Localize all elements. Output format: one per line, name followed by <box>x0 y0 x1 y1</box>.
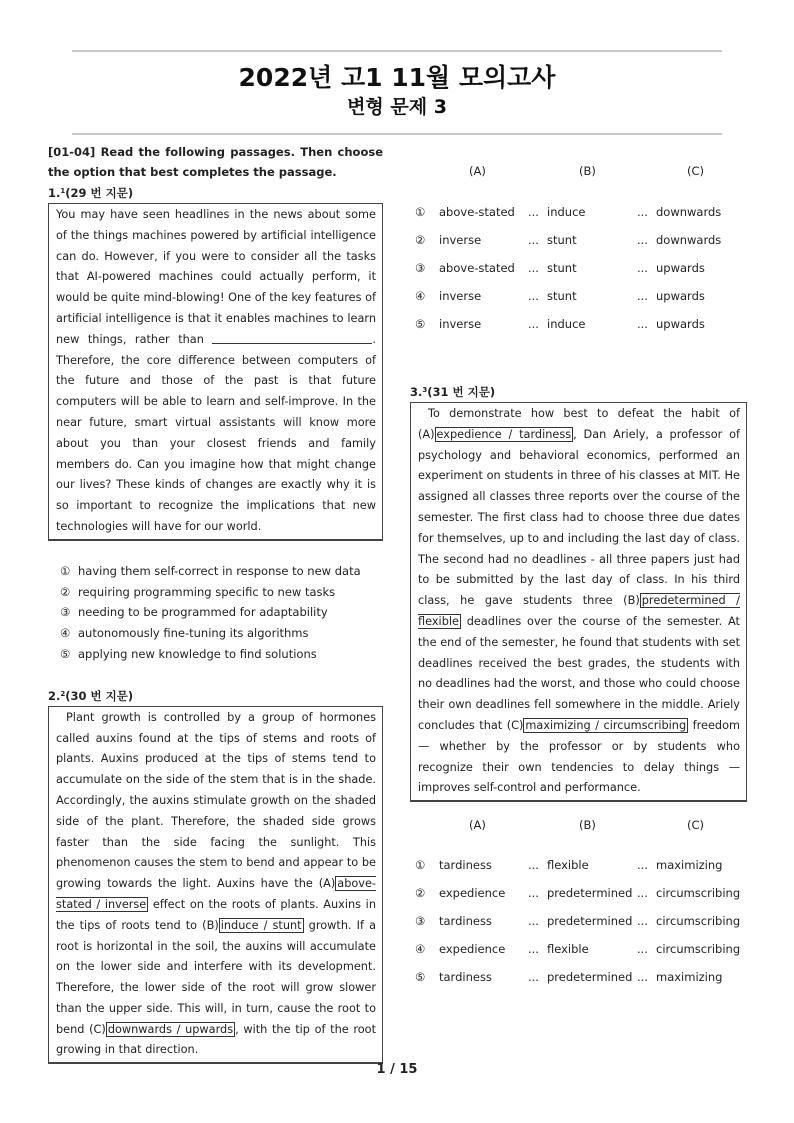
q2-option-row-4[interactable]: ④ inverse ... stunt ... upwards <box>415 289 705 303</box>
question-3-section <box>410 381 747 802</box>
q2-option-row-5[interactable]: ⑤ inverse ... induce ... upwards <box>415 317 705 331</box>
page-title: 2022년 고1 11월 모의고사 <box>238 63 556 92</box>
q3-option-row-3[interactable]: ③ tardiness ... predetermined ... circumscribing <box>415 914 741 928</box>
selection-c: maximizing / circumscribing <box>525 718 687 732</box>
q3-option-row-2[interactable]: ② expedience ... predetermined ... circumscribing <box>415 886 741 900</box>
page-subtitle: 변형 문제 3 <box>347 96 447 118</box>
option-4[interactable]: ④ autonomously fine-tuning its algorithms <box>60 626 309 641</box>
question-3-label: 3.$^3$(31 번 지문) <box>410 385 496 399</box>
q2-option-row-3[interactable]: ③ above-stated ... stunt ... upwards <box>415 261 705 275</box>
question-3-passage: To demonstrate how best to defeat the habit of (A) expedience / tardiness , Dan Ariely, a professor of psychology and behavioral economics, performed an experiment on students in three of his classes at MIT. He assigned all classes three reports over the course of the semester. The first class had to choose three due dates for themselves, up to and including the last day of class. The second had no deadlines - all three papers just had to be submitted by the last day of class. In his third class, he gave students three (B) predetermined / flexible deadlines over the course of the semester. At the end of the semester, he found that students with set deadlines received the best grades, the students with no deadlines had the worst, and those who could choose their own deadlines fell somewhere in the middle. Ariely concludes that (C) maximizing / circumscribing freedom — whether by the professor or by students who recognize their own tendencies to delay things — improves self-control and performance. <box>410 402 747 802</box>
q2-option-row-1[interactable]: ① above-stated ... induce ... downwards <box>415 205 722 219</box>
selection-a: above-stated / inverse <box>56 877 376 911</box>
q3-option-row-4[interactable]: ④ expedience ... flexible ... circumscribing <box>415 942 741 956</box>
selection-b: induce / stunt <box>220 918 302 932</box>
selection-c: downwards / upwards <box>107 1022 234 1036</box>
selection-b: predetermined / flexible <box>418 594 740 628</box>
answer-blank <box>212 332 372 344</box>
top-rule <box>72 50 722 52</box>
left-column <box>48 142 383 1064</box>
selection-a: expedience / tardiness <box>436 427 572 441</box>
option-3[interactable]: ③ needing to be programmed for adaptability <box>60 605 328 620</box>
q2-option-row-2[interactable]: ② inverse ... stunt ... downwards <box>415 233 722 247</box>
page-number: 1 / 15 <box>376 1062 418 1077</box>
q3-option-row-1[interactable]: ① tardiness ... flexible ... maximizing <box>415 858 723 872</box>
option-2[interactable]: ② requiring programming specific to new tasks <box>60 584 336 599</box>
question-1-options <box>48 561 383 665</box>
question-1-passage: You may have seen headlines in the news about some of the things machines powered by artificial intelligence can do. However, if you were to consider all the tasks that AI-powered machines could actually perform, it would be quite mind-blowing! One of the key features of artificial intelligence is that it enables machines to learn new things, rather than . Therefore, the core difference between computers of the future and those of the past is that future computers will be able to learn and self-improve. In the near future, smart virtual assistants will know more about you than your closest friends and family members do. Can you imagine how that might change our lives? These kinds of changes are exactly why it is so important to recognize the implications that new technologies will have for our world. <box>48 203 383 541</box>
instructions: [01-04] Read the following passages. Then choose the option that best completes the passage. <box>48 145 383 179</box>
question-1-label: 1.$^1$(29 번 지문) <box>48 186 134 200</box>
question-2-passage: Plant growth is controlled by a group of hormones called auxins found at the tips of stems and roots of plants. Auxins produced at the tips of stems tend to accumulate on the side of the stem that is in the shade. Accordingly, the auxins stimulate growth on the shaded side of the plant. Therefore, the shaded side grows faster than the side facing the sunlight. This phenomenon causes the stem to bend and appear to be growing towards the light. Auxins have the (A) above-stated / inverse effect on the roots of plants. Auxins in the tips of roots tend to (B) induce / stunt growth. If a root is horizontal in the soil, the auxins will accumulate on the lower side and interfere with its development. Therefore, the lower side of the root will grow slower than the upper side. This will, in turn, cause the root to bend (C) downwards / upwards , with the tip of the root growing in that direction. <box>48 706 383 1065</box>
option-5[interactable]: ⑤ applying new knowledge to find solutions <box>60 646 317 661</box>
header-rule <box>72 133 722 135</box>
question-2-label: 2.$^2$(30 번 지문) <box>48 688 134 703</box>
option-1[interactable]: ① having them self-correct in response to new data <box>60 563 361 578</box>
q3-option-row-5[interactable]: ⑤ tardiness ... predetermined ... maximizing <box>415 970 723 984</box>
